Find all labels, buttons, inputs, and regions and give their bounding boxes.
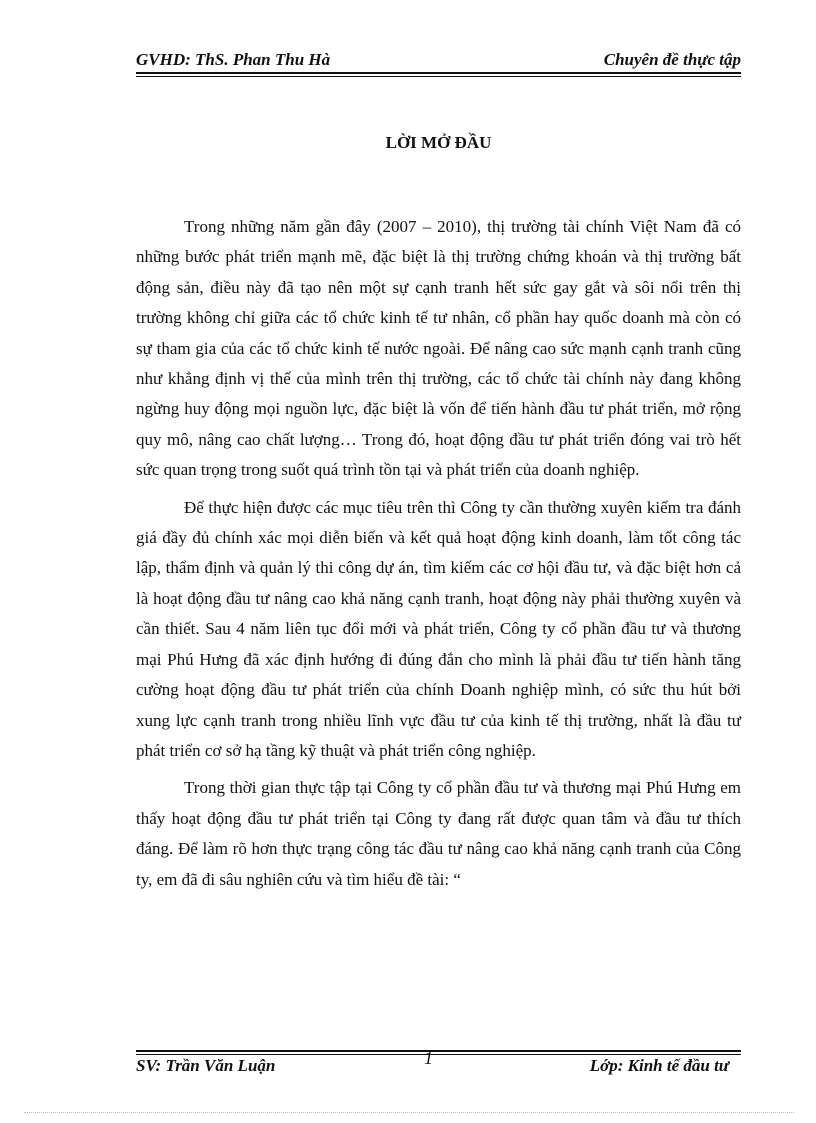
header-document-type: Chuyên đề thực tập [603,50,741,69]
page-header [136,48,741,72]
paragraph-1: Trong những năm gần đây (2007 – 2010), thị trường tài chính Việt Nam đã có những bước phát triển mạnh mẽ, đặc biệt là thị trường chứng khoán và thị trường bất động sản, điều này đã tạo nên một sự cạnh tranh hết sức gay gắt và sôi nổi trên thị trường không chỉ giữa các tổ chức kinh tế tư nhân, cổ phần hay quốc doanh mà còn có sự tham gia của các tổ chức kinh tế nước ngoài. Để nâng cao sức mạnh cạnh tranh cũng như khẳng định vị thế của mình trên thị trường, các tổ chức tài chính này đang không ngừng huy động mọi nguồn lực, đặc biệt là vốn để tiến hành đầu tư phát triển, mở rộng quy mô, nâng cao chất lượng… Trong đó, hoạt động đầu tư phát triển đóng vai trò hết sức quan trọng trong suốt quá trình tồn tại và phát triển của doanh nghiệp. [136,217,741,480]
page-edge-divider [24,1112,794,1113]
footer-class: Lớp: Kinh tế đầu tư [589,1056,729,1075]
body-text [136,212,741,902]
paragraph-3: Trong thời gian thực tập tại Công ty cổ phần đầu tư và thương mại Phú Hưng em thấy hoạt động đầu tư phát triển tại Công ty đang rất được quan tâm và đầu tư thích đáng. Để làm rõ hơn thực trạng công tác đầu tư nâng cao khả năng cạnh tranh của Công ty, em đã đi sâu nghiên cứu và tìm hiểu đề tài: “ [136,778,741,889]
footer-student: SV: Trần Văn Luận [136,1056,276,1075]
footer-divider-thick [136,1050,741,1052]
header-divider-thin [136,76,741,77]
header-divider-thick [136,72,741,74]
page-title: LỜI MỞ ĐẦU [385,133,492,152]
page-footer [136,1048,741,1077]
paragraph-2: Để thực hiện được các mục tiêu trên thì Công ty cần thường xuyên kiểm tra đánh giá đầy đủ chính xác mọi diễn biến và kết quả hoạt động kinh doanh, làm tốt công tác lập, thẩm định và quản lý thi công dự án, tìm kiếm các cơ hội đầu tư, và đặc biệt hơn cả là hoạt động đầu tư nâng cao khả năng cạnh tranh, hoạt động này phải thường xuyên và cần thiết. Sau 4 năm liên tục đổi mới và phát triển, Công ty cổ phần đầu tư và thương mại Phú Hưng đã xác định hướng đi đúng đắn cho mình là phải đầu tư tiến hành tăng cường hoạt động đầu tư phát triển của chính Doanh nghiệp mình, có sức thu hút bởi xung lực cạnh tranh trong nhiều lĩnh vực đầu tư của kinh tế thị trường, nhất là đầu tư phát triển cơ sở hạ tầng kỹ thuật và phát triển công nghiệp. [136,497,741,760]
page-number: 1 [424,1048,433,1068]
header-advisor: GVHD: ThS. Phan Thu Hà [136,50,331,69]
